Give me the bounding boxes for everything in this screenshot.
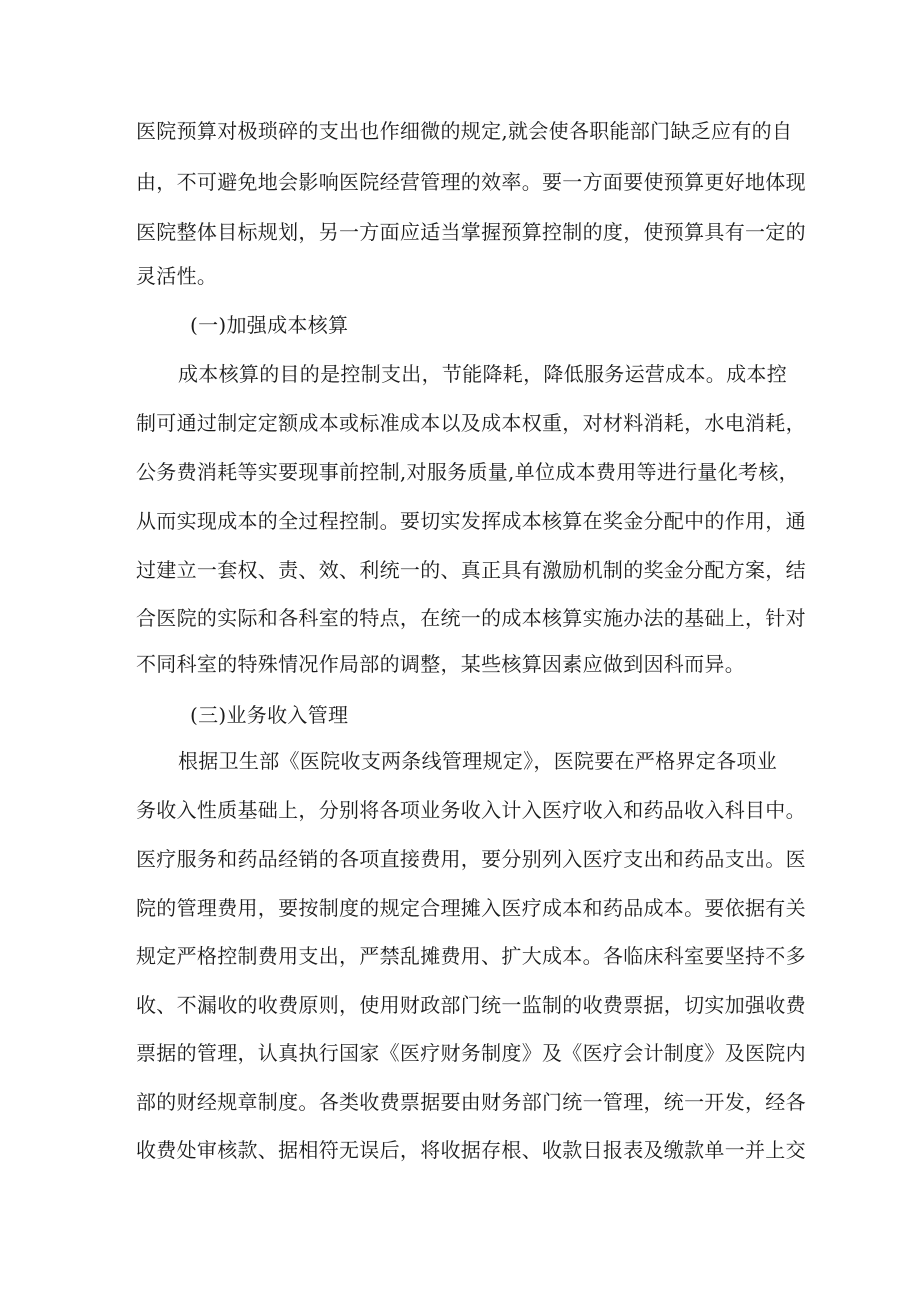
paragraph-1-line-2: 由，不可避免地会影响医院经营管理的效率。要一方面要使预算更好地体现	[136, 170, 806, 194]
paragraph-3-line-9: 收费处审核款、据相符无误后，将收据存根、收款日报表及缴款单一并上交	[136, 1138, 806, 1162]
paragraph-3-line-2: 务收入性质基础上，分别将各项业务收入计入医疗收入和药品收入科目中。	[136, 798, 806, 822]
paragraph-2-line-6: 合医院的实际和各科室的特点，在统一的成本核算实施办法的基础上，针对	[136, 606, 806, 630]
paragraph-2-line-3: 公务费消耗等实要现事前控制,对服务质量,单位成本费用等进行量化考核，	[136, 460, 799, 484]
paragraph-1-line-3: 医院整体目标规划，另一方面应适当掌握预算控制的度，使预算具有一定的	[136, 220, 806, 244]
paragraph-2-line-1: 成本核算的目的是控制支出，节能降耗，降低服务运营成本。成本控	[178, 362, 787, 386]
paragraph-3-line-8: 部的财经规章制度。各类收费票据要由财务部门统一管理，统一开发，经各	[136, 1090, 806, 1114]
section-heading-business-income: (三)业务收入管理	[190, 703, 349, 727]
paragraph-1-line-1: 医院预算对极琐碎的支出也作细微的规定,就会使各职能部门缺乏应有的自	[136, 119, 793, 143]
paragraph-2-line-2: 制可通过制定定额成本或标准成本以及成本权重，对材料消耗，水电消耗，	[136, 411, 806, 435]
paragraph-1-line-4: 灵活性。	[136, 264, 218, 288]
paragraph-2-line-5: 过建立一套权、责、效、利统一的、真正具有激励机制的奖金分配方案，结	[136, 558, 806, 582]
paragraph-3-line-3: 医疗服务和药品经销的各项直接费用，要分别列入医疗支出和药品支出。医	[136, 847, 806, 871]
paragraph-3-line-6: 收、不漏收的收费原则，使用财政部门统一监制的收费票据，切实加强收费	[136, 993, 806, 1017]
paragraph-3-line-5: 规定严格控制费用支出，严禁乱摊费用、扩大成本。各临床科室要坚持不多	[136, 944, 806, 968]
paragraph-3-line-7: 票据的管理，认真执行国家《医疗财务制度》及《医疗会计制度》及医院内	[136, 1041, 806, 1065]
paragraph-3-line-4: 院的管理费用，要按制度的规定合理摊入医疗成本和药品成本。要依据有关	[136, 896, 806, 920]
section-heading-cost-accounting: (一)加强成本核算	[190, 313, 349, 337]
paragraph-3-line-1: 根据卫生部《医院收支两条线管理规定》，医院要在严格界定各项业	[178, 749, 777, 773]
paragraph-2-line-4: 从而实现成本的全过程控制。要切实发挥成本核算在奖金分配中的作用，通	[136, 509, 806, 533]
paragraph-2-line-7: 不同科室的特殊情况作局部的调整，某些核算因素应做到因科而异。	[136, 652, 745, 676]
